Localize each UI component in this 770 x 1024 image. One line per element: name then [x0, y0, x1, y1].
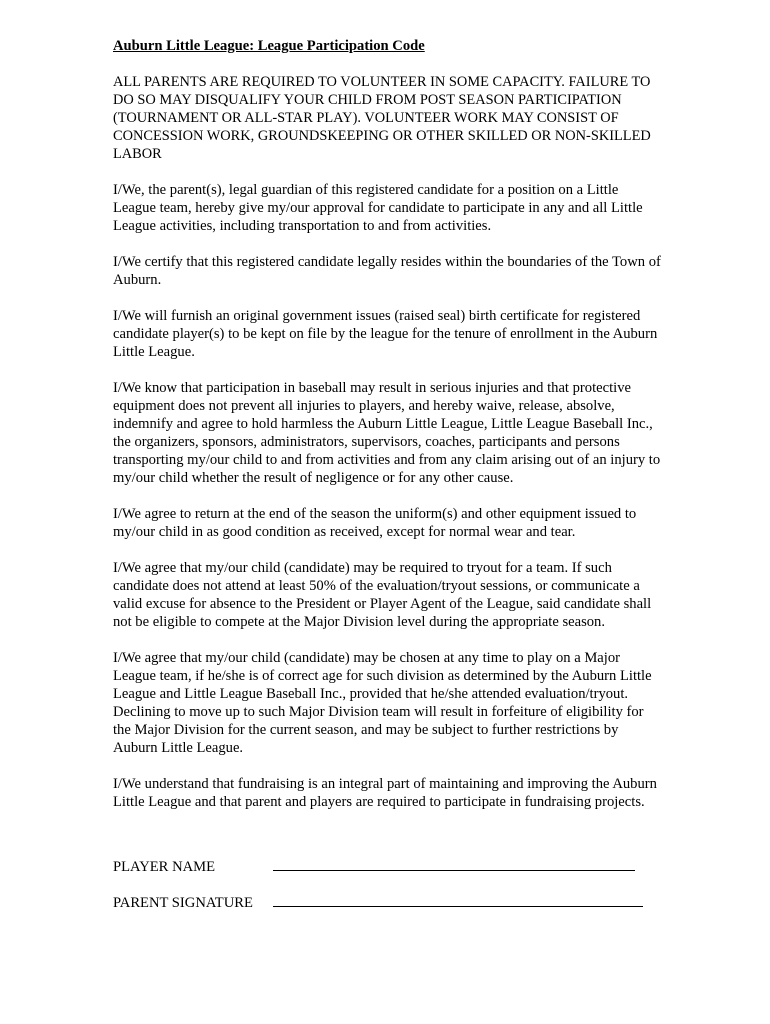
- player-name-label: PLAYER NAME: [113, 859, 216, 875]
- fundraising-paragraph: I/We understand that fundraising is an integral part of maintaining and improving the Auburn Little League and that parent and players are required to participate in fundraising projects.: [113, 776, 657, 810]
- parent-signature-field[interactable]: [273, 892, 643, 907]
- approval-paragraph: I/We, the parent(s), legal guardian of this registered candidate for a position on a Little League team, hereby give my/our approval for candidate to participate in any and all Little League activities, including transportation to and from activities.: [113, 182, 643, 234]
- player-name-row: [113, 856, 635, 876]
- tryout-paragraph: I/We agree that my/our child (candidate) may be required to tryout for a team. If such candidate does not attend at least 50% of the evaluation/tryout sessions, or communicate a valid excuse for absence to the President or Player Agent of the League, said candidate shall not be eligible to compete at the Major Division level during the appropriate season.: [113, 560, 652, 630]
- parent-signature-label: PARENT SIGNATURE: [113, 895, 253, 911]
- birth-certificate-paragraph: I/We will furnish an original government issues (raised seal) birth certificate for registered candidate player(s) to be kept on file by the league for the tenure of enrollment in the Auburn Little League.: [113, 308, 658, 360]
- liability-waiver-paragraph: I/We know that participation in baseball may result in serious injuries and that protective equipment does not prevent all injuries to players, and hereby waive, release, absolve, indemnify and agree to hold harmless the Auburn Little League, Little League Baseball Inc., the organizers, sponsors, administrators, supervisors, coaches, participants and persons transporting my/our child to and from activities and from any claim arising out of an injury to my/our child whether the result of negligence or for any other cause.: [113, 380, 661, 486]
- document-title: Auburn Little League: League Participation Code: [113, 38, 425, 54]
- residency-paragraph: I/We certify that this registered candidate legally resides within the boundaries of the Town of Auburn.: [113, 254, 661, 288]
- major-division-paragraph: I/We agree that my/our child (candidate) may be chosen at any time to play on a Major League team, if he/she is of correct age for such division as determined by the Auburn Little League and Little League Baseball Inc., provided that he/she attended evaluation/tryout. Declining to move up to such Major Division team will result in forfeiture of eligibility for the Major Division for the current season, and may be subject to further restrictions by Auburn Little League.: [113, 650, 652, 756]
- parent-signature-row: [113, 892, 643, 912]
- document-body: [113, 37, 661, 829]
- player-name-field[interactable]: [273, 856, 635, 871]
- equipment-return-paragraph: I/We agree to return at the end of the season the uniform(s) and other equipment issued to my/our child in as good condition as received, except for normal wear and tear.: [113, 506, 637, 540]
- volunteer-notice: ALL PARENTS ARE REQUIRED TO VOLUNTEER IN SOME CAPACITY. FAILURE TO DO SO MAY DISQUALIFY YOUR CHILD FROM POST SEASON PARTICIPATION (TOURNAMENT OR ALL-STAR PLAY). VOLUNTEER WORK MAY CONSIST OF CONCESSION WORK, GROUNDSKEEPING OR OTHER SKILLED OR NON-SKILLED LABOR: [113, 74, 651, 162]
